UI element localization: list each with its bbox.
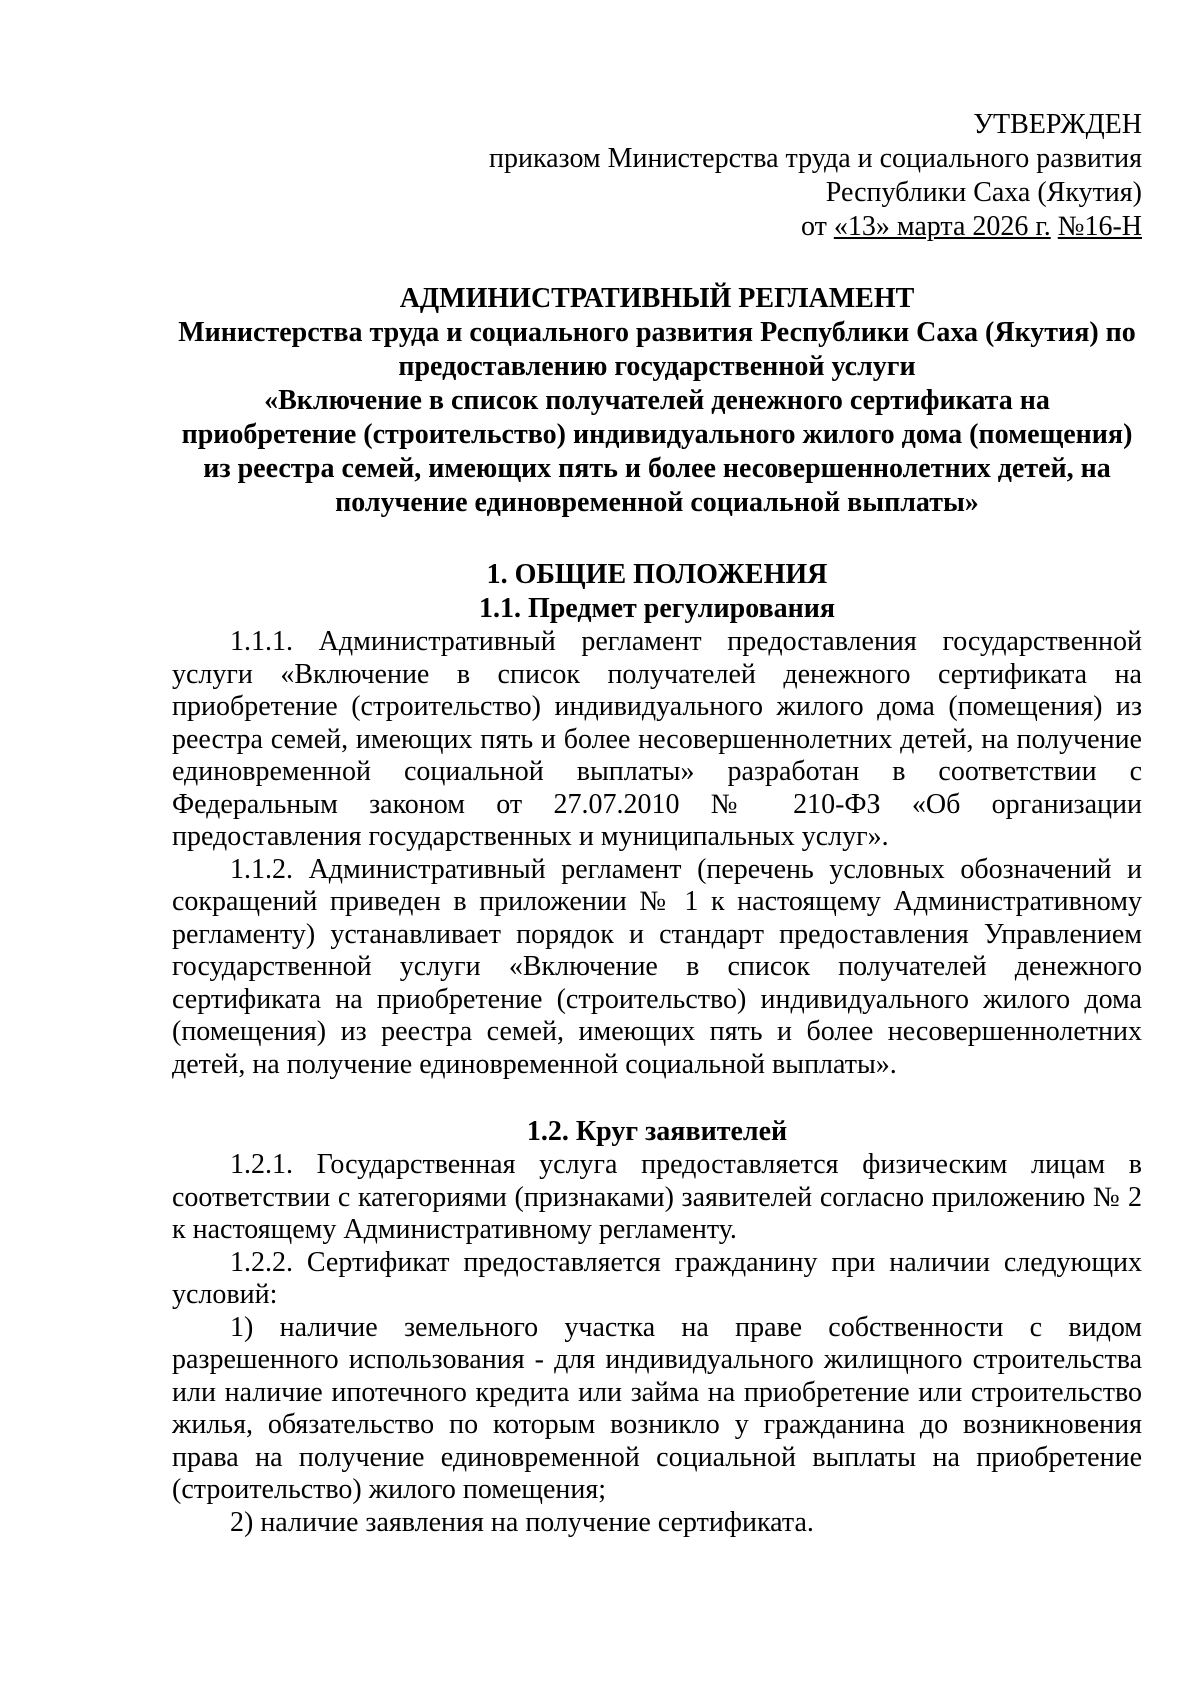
subsection-heading-applicants: 1.2. Круг заявителей [526, 1116, 788, 1147]
approval-republic-line: Республики Саха (Якутия) [825, 177, 1142, 208]
title-sub-line: «Включение в список получателей денежного сертификата на [264, 385, 1050, 416]
title-sub-line: Министерства труда и социального развития Республики Саха (Якутия) по [178, 317, 1136, 348]
title-sub-line: из реестра семей, имеющих пять и более несовершеннолетних детей, на [203, 453, 1111, 484]
document-page [172, 108, 1142, 1539]
paragraph-1-2-2: 1.2.2. Сертификат предоставляется гражданину при наличии следующих условий: [172, 1246, 1142, 1310]
document-title [172, 282, 1142, 520]
approval-number: №16-Н [1057, 211, 1142, 242]
paragraph-1-2-1: 1.2.1. Государственная услуга предоставляется физическим лицам в соответствии с категориями (признаками) заявителей согласно приложению № 2 к настоящему Административному регламенту. [172, 1149, 1142, 1245]
section-heading-general: 1. ОБЩИЕ ПОЛОЖЕНИЯ [486, 559, 828, 590]
paragraph-1-1-1: 1.1.1. Административный регламент предоставления государственной услуги «Включение в список получателей денежного сертификата на приобретение (строительство) индивидуального жилого дома (помещения) из реестра семей, имеющих пять и более несовершеннолетних детей, на получение единовременной социальной выплаты» разработан в соответствии с Федеральным законом от 27.07.2010 № 210-ФЗ «Об организации предоставления государственных и муниципальных услуг». [172, 626, 1142, 852]
title-sub-line: приобретение (строительство) индивидуального жилого дома (помещения) [181, 419, 1133, 450]
subsection-heading-subject: 1.1. Предмет регулирования [478, 593, 836, 624]
approval-date-line [172, 210, 1142, 244]
title-main: АДМИНИСТРАТИВНЫЙ РЕГЛАМЕНТ [399, 283, 915, 314]
approval-order-line: приказом Министерства труда и социального развития [488, 143, 1142, 174]
approval-title: УТВЕРЖДЕН [973, 109, 1142, 140]
title-sub-line: получение единовременной социальной выплаты» [335, 487, 979, 518]
list-item-condition-1: 1) наличие земельного участка на праве собственности с видом разрешенного использования - для индивидуального жилищного строительства или наличие ипотечного кредита или займа на приобретение или строительство жилья, обязательство по которым возникло у гражданина до возникновения права на получение единовременной социальной выплаты на приобретение (строительство) жилого помещения; [172, 1311, 1142, 1505]
title-sub-line: предоставлению государственной услуги [398, 351, 916, 382]
approval-date-prefix: от [800, 211, 827, 242]
approval-date: «13» марта 2026 г. [833, 211, 1051, 242]
paragraph-1-1-2: 1.1.2. Административный регламент (перечень условных обозначений и сокращений приведен в приложении № 1 к настоящему Административному регламенту) устанавливает порядок и стандарт предоставления Управлением государственной услуги «Включение в список получателей денежного сертификата на приобретение (строительство) индивидуального жилого дома (помещения) из реестра семей, имеющих пять и более несовершеннолетних детей, на получение единовременной социальной выплаты». [172, 853, 1142, 1080]
approval-stamp [172, 108, 1142, 244]
list-item-condition-2: 2) наличие заявления на получение сертификата. [230, 1506, 814, 1538]
